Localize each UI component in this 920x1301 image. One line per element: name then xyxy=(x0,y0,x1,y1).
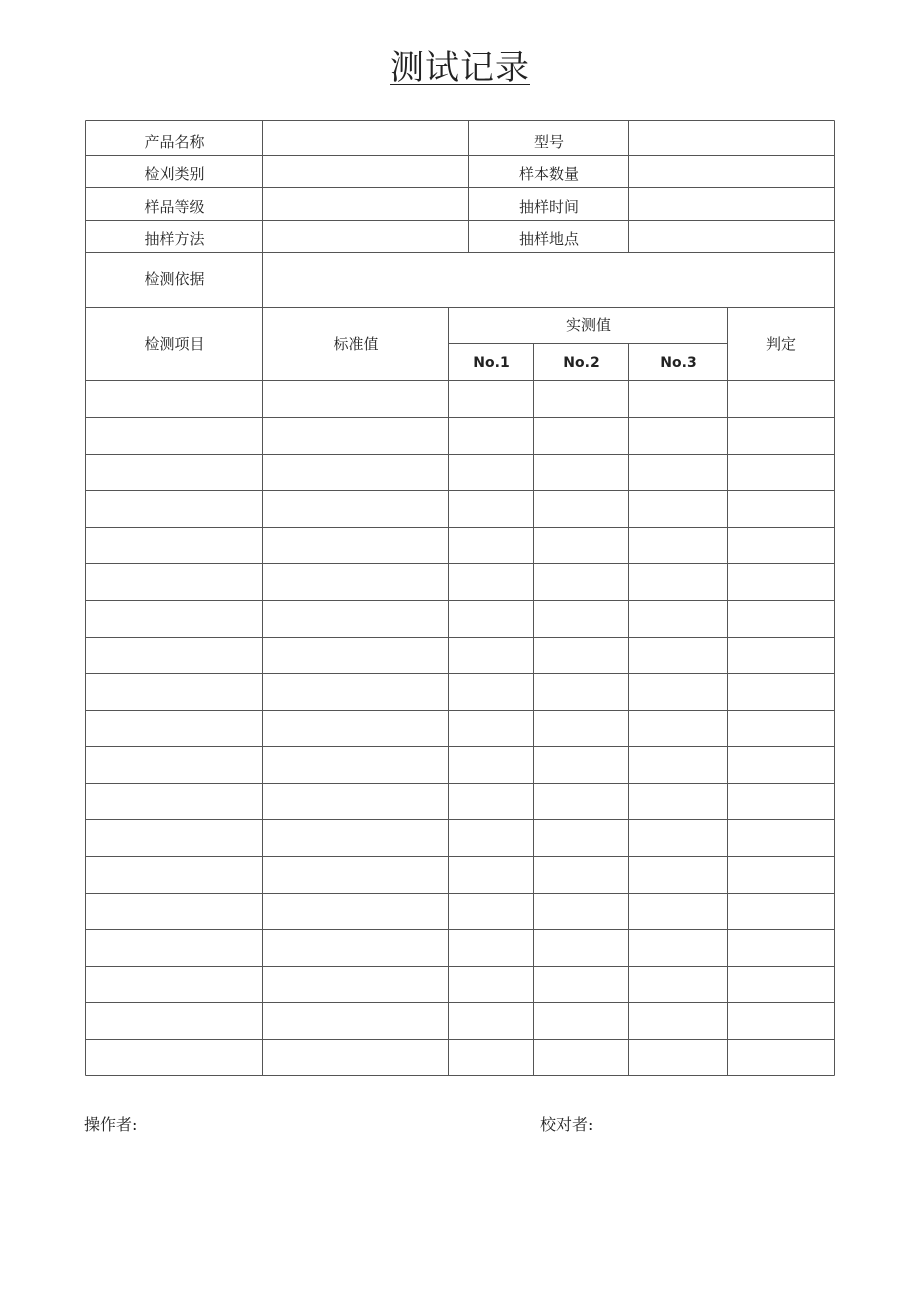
label-test-basis: 检测依据 xyxy=(144,270,205,288)
operator-label: 操作者: xyxy=(84,1115,138,1134)
checker-label: 校对者: xyxy=(540,1115,594,1134)
header-no3: No.3 xyxy=(660,354,697,371)
header-test-item: 检测项目 xyxy=(144,334,205,353)
label-test-category: 检刈类别 xyxy=(144,165,205,183)
label-product-name: 产品名称 xyxy=(144,133,205,151)
header-judgement: 判定 xyxy=(765,334,796,353)
label-sampling-location: 抽样地点 xyxy=(518,230,579,248)
label-model: 型号 xyxy=(533,133,564,151)
header-no2: No.2 xyxy=(563,354,600,371)
label-sampling-time: 抽样时间 xyxy=(518,198,579,216)
page-title: 测试记录 xyxy=(390,48,530,88)
label-sampling-method: 抽样方法 xyxy=(144,230,205,248)
label-sample-count: 样本数量 xyxy=(518,165,579,183)
header-measured-value: 实测值 xyxy=(565,316,611,334)
header-standard-value: 标准值 xyxy=(333,334,379,353)
header-no1: No.1 xyxy=(473,354,510,371)
label-sample-grade: 样品等级 xyxy=(144,198,205,216)
